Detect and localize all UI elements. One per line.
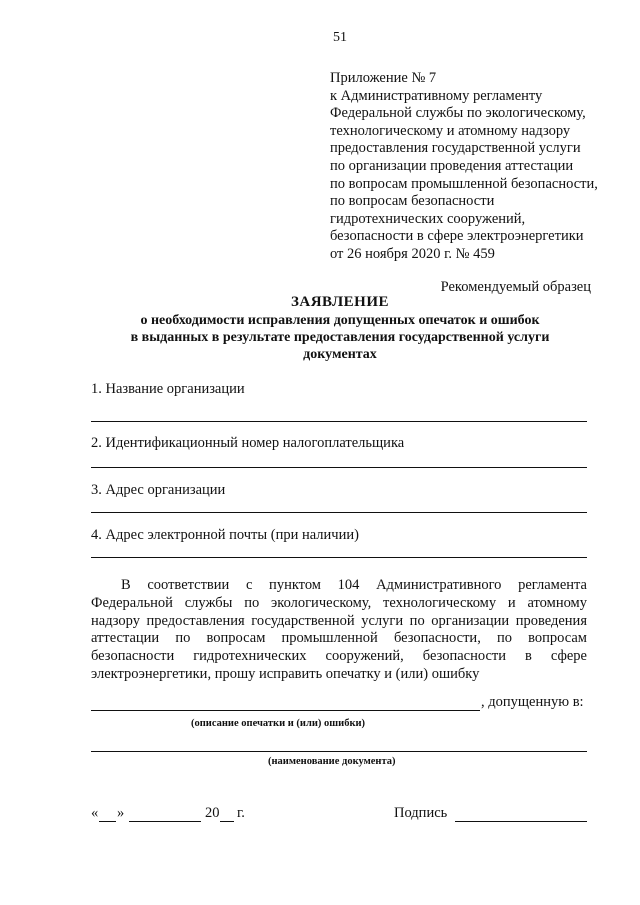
subtitle-line: в выданных в результате предоставления государственной услуги: [130, 330, 550, 345]
date-close-quote: »: [117, 805, 125, 821]
organization-address-line[interactable]: [91, 512, 587, 513]
subtitle-line: о необходимости исправления допущенных опечаток и ошибок: [140, 313, 540, 328]
appendix-line: от 26 ноября 2020 г. № 459: [330, 245, 495, 262]
appendix-line: к Административному регламенту: [330, 87, 543, 104]
signature-label: Подпись: [394, 805, 448, 821]
subtitle-line: документах: [303, 347, 377, 362]
appendix-line: безопасности в сфере электроэнергетики: [330, 228, 584, 245]
appendix-line: по вопросам промышленной безопасности,: [330, 175, 598, 192]
date-year-line[interactable]: [220, 821, 234, 822]
signature-line[interactable]: [455, 821, 587, 822]
typo-description-line[interactable]: [91, 710, 480, 711]
appendix-line: технологическому и атомному надзору: [330, 122, 571, 139]
document-name-line[interactable]: [91, 751, 587, 752]
appendix-block: [330, 70, 598, 264]
date-year-suffix: г.: [237, 805, 245, 821]
field-label-email: 4. Адрес электронной почты (при наличии): [91, 527, 359, 543]
document-name-caption: (наименование документа): [268, 756, 396, 767]
date-open-quote: «: [91, 805, 99, 821]
field-label-organization-address: 3. Адрес организации: [91, 482, 226, 498]
organization-name-line[interactable]: [91, 421, 587, 422]
date-year-prefix: 20: [205, 805, 220, 821]
typo-description-caption: (описание опечатки и (или) ошибки): [191, 718, 366, 729]
inn-line[interactable]: [91, 467, 587, 468]
appendix-line: гидротехнических сооружений,: [330, 210, 526, 227]
appendix-line: Приложение № 7: [330, 70, 437, 86]
date-month-line[interactable]: [129, 821, 201, 822]
recommended-sample-label: Рекомендуемый образец: [440, 279, 591, 295]
appendix-line: по организации проведения аттестации: [330, 157, 574, 174]
appendix-line: по вопросам безопасности: [330, 193, 495, 210]
document-subtitle: [40, 312, 640, 363]
date-day-line[interactable]: [99, 821, 116, 822]
request-body-text: В соответствии с пунктом 104 Административного регламента Федеральной службы по экологическому, технологическому и атомному надзору предоставления государственной услуги по организации проведения аттестации по вопросам промышленной безопасности, по вопросам безопасности гидротехнических сооружений, безопасности в сфере электроэнергетики, прошу исправить опечатку и (или) ошибку: [91, 577, 587, 682]
document-title: ЗАЯВЛЕНИЕ: [290, 294, 390, 310]
field-label-inn: 2. Идентификационный номер налогоплательщика: [91, 435, 405, 451]
appendix-line: Федеральной службы по экологическому,: [330, 105, 586, 122]
field-label-organization-name: 1. Название организации: [91, 381, 245, 397]
admitted-in-label: , допущенную в:: [481, 694, 584, 710]
appendix-line: предоставления государственной услуги: [330, 140, 581, 157]
page-number: 51: [333, 30, 347, 45]
email-line[interactable]: [91, 557, 587, 558]
